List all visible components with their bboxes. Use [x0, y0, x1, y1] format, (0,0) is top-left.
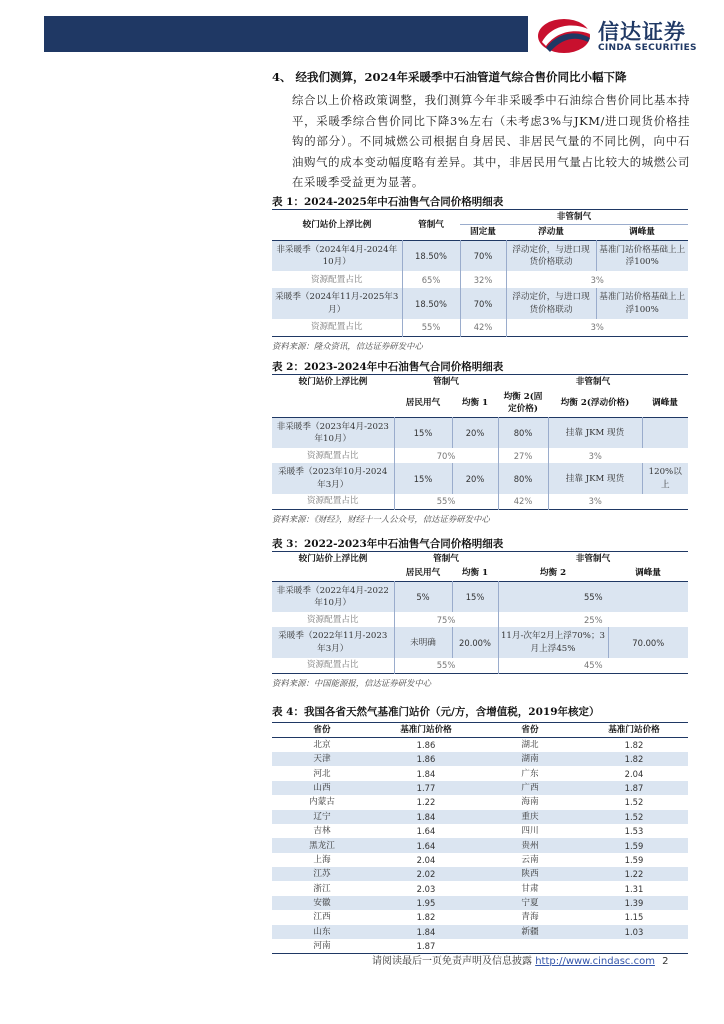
province-cell: 贵州 — [480, 838, 580, 852]
price-cell: 1.59 — [580, 838, 688, 852]
province-cell: 广西 — [480, 781, 580, 795]
province-cell: 浙江 — [313, 883, 331, 894]
page-number: 2 — [662, 956, 669, 967]
table1-caption: 表 1：2024-2025年中石油售气合同价格明细表 — [272, 195, 504, 208]
table3-header: 均衡 2 — [539, 568, 567, 579]
price-cell: 1.87 — [580, 781, 688, 795]
price-cell: 1.53 — [624, 826, 644, 837]
province-cell: 河北 — [313, 768, 331, 779]
province-cell: 陕西 — [480, 867, 580, 881]
header-bar — [44, 16, 528, 52]
price-cell: 1.03 — [580, 925, 688, 939]
table-row: 资源配置占比 55% 42% 3% — [272, 494, 688, 509]
province-cell: 湖南 — [480, 752, 580, 766]
price-cell: 1.84 — [416, 768, 436, 779]
section-paragraph: 综合以上价格政策调整，我们测算今年非采暖季中石油综合售价同比基本持平，采暖季综合售价同比下降3%左右（未考虑3%与JKM/进口现货价格挂钩的部分）。不同城燃公司根据自身居民、非居民气量的不同比例，向中石油购气的成本变动幅度略有差异。其中，非居民用气量占比较大的城燃公司在采暖季受益更为显著。 — [292, 93, 691, 190]
table2-caption: 表 2：2023-2024年中石油售气合同价格明细表 — [272, 360, 504, 373]
price-cell: 2.02 — [372, 867, 480, 881]
table1-header: 固定量 — [470, 227, 496, 238]
cinda-logo-icon — [536, 16, 594, 56]
province-cell: 安徽 — [272, 896, 372, 910]
table3-header: 调峰量 — [635, 568, 661, 579]
table-row — [272, 810, 688, 824]
table2-header: 调峰量 — [652, 397, 678, 408]
table2 — [272, 374, 688, 510]
table2-header: 均衡 2(固定价格) — [503, 391, 543, 415]
table-row — [272, 781, 688, 795]
province-cell: 吉林 — [313, 826, 331, 837]
province-cell: 江苏 — [272, 867, 372, 881]
province-cell: 内蒙古 — [309, 797, 335, 808]
price-cell: 1.77 — [372, 781, 480, 795]
price-cell: 1.22 — [416, 797, 436, 808]
table-row — [272, 925, 688, 939]
table-row — [272, 853, 688, 867]
province-cell: 广东 — [521, 768, 539, 779]
table2-header: 居民用气 — [405, 397, 441, 408]
price-cell: 1.39 — [580, 896, 688, 910]
company-logo — [530, 14, 710, 58]
price-cell: 2.03 — [416, 883, 436, 894]
table1-header: 较门站价上浮比例 — [302, 219, 372, 230]
province-cell: 宁夏 — [480, 896, 580, 910]
price-cell: 1.84 — [372, 810, 480, 824]
price-cell: 1.64 — [372, 838, 480, 852]
province-cell: 甘肃 — [521, 883, 539, 894]
province-cell: 云南 — [521, 854, 539, 865]
price-cell: 1.86 — [372, 752, 480, 766]
table3-header: 较门站价上浮比例 — [298, 553, 368, 564]
table4 — [272, 722, 688, 954]
price-cell: 1.87 — [416, 941, 436, 952]
table-row — [272, 795, 688, 809]
logo-english: CINDA SECURITIES — [598, 43, 697, 53]
logo-chinese: 信达证券 — [598, 20, 686, 44]
table2-header: 均衡 2(浮动价格) — [560, 397, 630, 408]
table-row — [272, 838, 688, 852]
table3-header: 均衡 1 — [461, 568, 489, 579]
table3-header: 居民用气 — [405, 568, 441, 579]
table-row — [272, 752, 688, 766]
province-cell: 山西 — [272, 781, 372, 795]
table-row: 非采暖季（2022年4月-2022年10月） 5% 15% 55% — [272, 581, 688, 612]
table4-caption: 表 4：我国各省天然气基准门站价（元/方，含增值税，2019年核定） — [272, 705, 600, 718]
province-cell: 河南 — [313, 941, 331, 952]
province-cell: 天津 — [272, 752, 372, 766]
table-row — [272, 910, 688, 924]
table1-header: 浮动量 — [538, 227, 564, 238]
price-cell: 1.82 — [416, 912, 436, 923]
province-cell: 江西 — [313, 912, 331, 923]
table2-source: 资料来源：《财经》，财经十一人公众号，信达证券研发中心 — [272, 513, 490, 524]
price-cell: 1.59 — [624, 854, 644, 865]
province-cell: 北京 — [313, 739, 331, 750]
province-cell: 上海 — [313, 854, 331, 865]
table2-header: 非管制气 — [575, 376, 611, 387]
province-cell: 新疆 — [480, 925, 580, 939]
table-row: 采暖季（2022年11月-2023年3月） 未明确 20.00% 11月-次年2月上浮70%；3月上浮45% 70.00% — [272, 627, 688, 658]
table2-header: 管制气 — [433, 376, 459, 387]
province-cell: 海南 — [521, 797, 539, 808]
disclaimer-text: 请阅读最后一页免责声明及信息披露 — [372, 956, 532, 967]
table-row: 采暖季（2024年11月-2025年3月） 18.50% 70% 浮动定价，与进口现货价格联动 基准门站价格基础上上浮100% — [272, 288, 688, 319]
website-link[interactable]: http://www.cindasc.com — [535, 956, 655, 967]
table2-header: 均衡 1 — [461, 397, 489, 408]
price-cell: 1.31 — [624, 883, 644, 894]
table-row: 资源配置占比 70% 27% 3% — [272, 448, 688, 463]
price-cell: 1.95 — [372, 896, 480, 910]
table-row — [272, 766, 688, 780]
table-row: 采暖季（2023年10月-2024年3月） 15% 20% 80% 挂靠 JKM 现货 120%以上 — [272, 463, 688, 494]
price-cell: 2.04 — [416, 854, 436, 865]
province-cell: 重庆 — [480, 810, 580, 824]
province-cell: 湖北 — [521, 739, 539, 750]
table-row — [272, 881, 688, 895]
table-row — [272, 867, 688, 881]
main-content — [272, 68, 690, 954]
price-cell: 1.52 — [580, 810, 688, 824]
table3 — [272, 551, 688, 674]
table-row: 资源配置占比 75% 25% — [272, 612, 688, 627]
table1-header: 调峰量 — [629, 227, 655, 238]
table-row — [272, 737, 688, 752]
section-heading: 4、 经我们测算，2024年采暖季中石油管道气综合售价同比小幅下降 — [272, 70, 627, 84]
table1-header: 管制气 — [418, 219, 444, 230]
price-cell: 1.22 — [580, 867, 688, 881]
price-cell: 1.86 — [416, 739, 436, 750]
table3-header: 管制气 — [433, 553, 459, 564]
table-row: 资源配置占比 55% 42% 3% — [272, 319, 688, 336]
table4-header: 基准门站价格 — [400, 724, 452, 735]
province-cell: 山东 — [272, 925, 372, 939]
table-row: 非采暖季（2023年4月-2023年10月） 15% 20% 80% 挂靠 JKM 现货 — [272, 417, 688, 448]
table1 — [272, 209, 688, 337]
table4-header: 基准门站价格 — [608, 724, 660, 735]
price-cell: 1.64 — [416, 826, 436, 837]
province-cell: 辽宁 — [272, 810, 372, 824]
table4-header: 省份 — [313, 724, 331, 735]
province-cell: 四川 — [521, 826, 539, 837]
table1-header: 非管制气 — [460, 209, 688, 225]
page-footer — [372, 952, 669, 967]
price-cell: 1.15 — [624, 912, 644, 923]
table-row — [272, 896, 688, 910]
table3-header: 非管制气 — [575, 553, 611, 564]
table4-header: 省份 — [521, 724, 539, 735]
table-row: 资源配置占比 65% 32% 3% — [272, 271, 688, 288]
province-cell: 青海 — [521, 912, 539, 923]
table1-source: 资料来源：隆众资讯，信达证券研发中心 — [272, 340, 423, 351]
table-row: 资源配置占比 55% 45% — [272, 658, 688, 673]
table-row: 非采暖季（2024年4月-2024年10月） 18.50% 70% 浮动定价，与进口现货价格联动 基准门站价格基础上上浮100% — [272, 240, 688, 271]
table-row — [272, 824, 688, 838]
price-cell: 1.82 — [624, 739, 644, 750]
table3-source: 资料来源：中国能源报，信达证券研发中心 — [272, 677, 432, 688]
province-cell: 黑龙江 — [272, 838, 372, 852]
price-cell: 1.84 — [372, 925, 480, 939]
table3-caption: 表 3：2022-2023年中石油售气合同价格明细表 — [272, 537, 504, 550]
price-cell: 1.82 — [580, 752, 688, 766]
price-cell: 2.04 — [624, 768, 644, 779]
price-cell: 1.52 — [624, 797, 644, 808]
table2-header: 较门站价上浮比例 — [298, 376, 368, 387]
